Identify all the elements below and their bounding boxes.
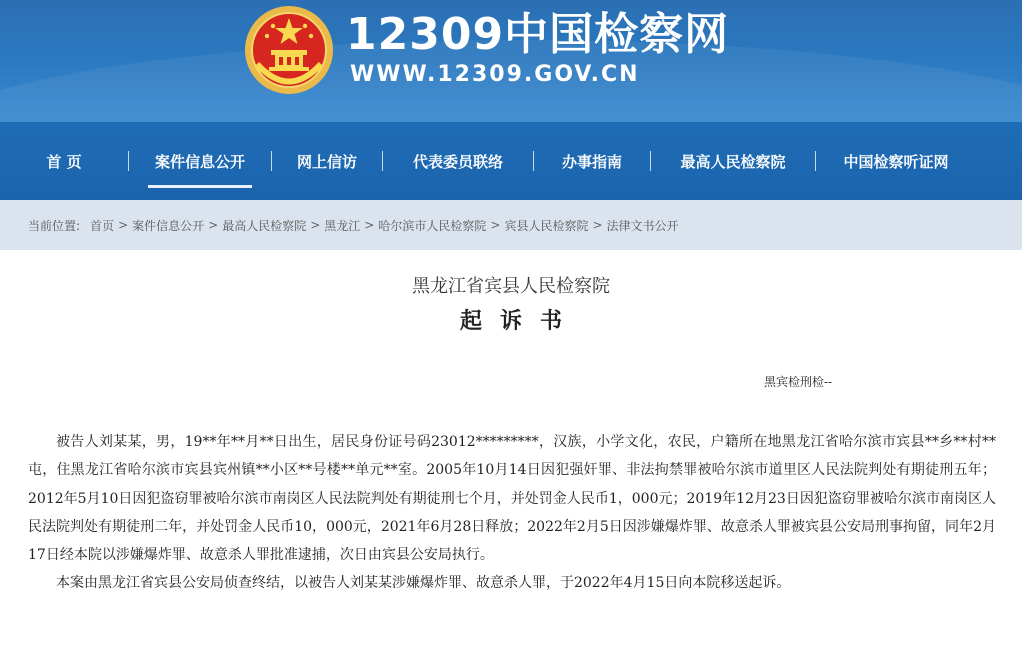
breadcrumb-separator: > bbox=[364, 218, 375, 232]
breadcrumb bbox=[0, 200, 1022, 250]
breadcrumb-item[interactable]: 法律文书公开 bbox=[606, 218, 679, 233]
document-title: 起诉书 bbox=[459, 308, 580, 334]
breadcrumb-item[interactable]: 案件信息公开 bbox=[132, 218, 205, 233]
breadcrumb-separator: > bbox=[592, 218, 603, 232]
document-organization: 黑龙江省宾县人民检察院 bbox=[412, 276, 610, 297]
breadcrumb-separator: > bbox=[490, 218, 501, 232]
breadcrumb-item[interactable]: 宾县人民检察院 bbox=[504, 218, 589, 233]
breadcrumb-separator: > bbox=[118, 218, 129, 232]
site-header bbox=[0, 0, 1022, 122]
breadcrumb-item[interactable]: 黑龙江 bbox=[324, 218, 361, 233]
nav-item-guide[interactable]: 办事指南 bbox=[561, 152, 622, 171]
nav-item-deputy-liaison[interactable]: 代表委员联络 bbox=[412, 152, 503, 171]
breadcrumb-separator: > bbox=[310, 218, 321, 232]
breadcrumb-item[interactable]: 最高人民检察院 bbox=[222, 218, 307, 233]
document bbox=[0, 250, 1022, 650]
breadcrumb-prefix: 当前位置: bbox=[28, 218, 81, 233]
nav-item-hearing[interactable]: 中国检察听证网 bbox=[843, 152, 949, 171]
nav-item-home[interactable]: 首 页 bbox=[46, 152, 82, 171]
document-number: 黑宾检刑检-- bbox=[764, 375, 833, 389]
document-paragraph: 被告人刘某某，男，19**年**月**日出生，居民身份证号码23012*********，汉族，小学文化，农民，户籍所在地黑龙江省哈尔滨市宾县**乡**村**屯，住黑龙江省哈尔滨市宾县宾州镇**小区**号楼**单元**室。2005年10月14日因犯强奸罪、非法拘禁罪被哈尔滨市道里区人民法院判处有期徒刑五年；2012年5月10日因犯盗窃罪被哈尔滨市南岗区人民法院判处有期徒刑七个月，并处罚金人民币1，000元；2019年12月23日因犯盗窃罪被哈尔滨市南岗区人民法院判处有期徒刑二年，并处罚金人民币10，000元，2021年6月28日释放；2022年2月5日因涉嫌爆炸罪、故意杀人罪被宾县公安局刑事拘留，同年2月17日经本院以涉嫌爆炸罪、故意杀人罪批准逮捕，次日由宾县公安局执行。 bbox=[28, 434, 996, 564]
document-paragraph: 本案由黑龙江省宾县公安局侦查终结，以被告人刘某某涉嫌爆炸罪、故意杀人罪，于2022年4月15日向本院移送起诉。 bbox=[56, 575, 791, 592]
site-title[interactable]: 12309中国检察网 bbox=[346, 9, 730, 60]
nav-item-petition[interactable]: 网上信访 bbox=[296, 152, 357, 171]
breadcrumb-item[interactable]: 哈尔滨市人民检察院 bbox=[378, 218, 487, 233]
site-url[interactable]: WWW.12309.GOV.CN bbox=[350, 62, 640, 87]
main-nav bbox=[0, 122, 1022, 200]
breadcrumb-item[interactable]: 首页 bbox=[90, 218, 115, 233]
nav-item-spp[interactable]: 最高人民检察院 bbox=[680, 152, 786, 171]
nav-item-case-info[interactable]: 案件信息公开 bbox=[129, 122, 271, 200]
national-emblem-icon[interactable] bbox=[243, 4, 335, 96]
breadcrumb-separator: > bbox=[208, 218, 219, 232]
document-body bbox=[28, 428, 996, 598]
